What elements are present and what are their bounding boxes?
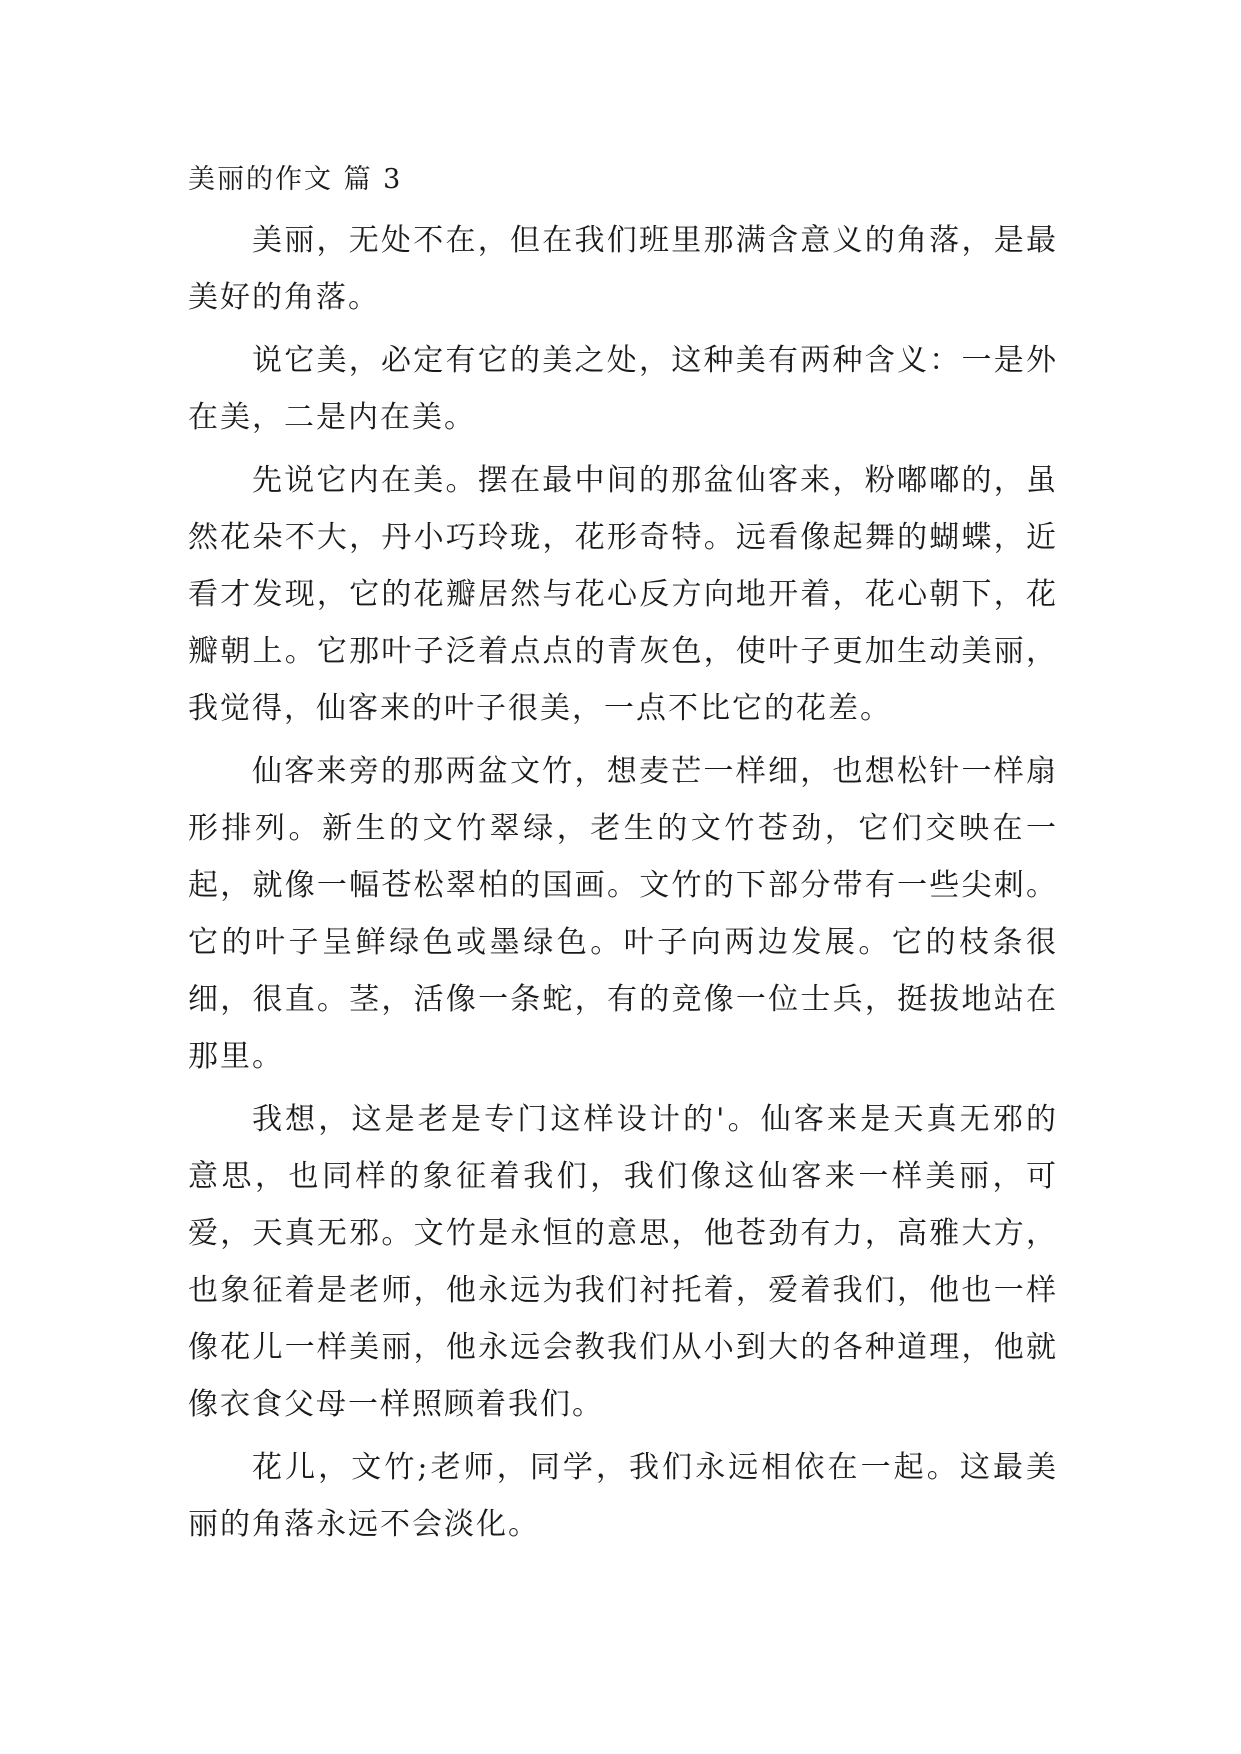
paragraph-3: 先说它内在美。摆在最中间的那盆仙客来，粉嘟嘟的，虽然花朵不大，丹小巧玲珑，花形奇特。远看像起舞的蝴蝶，近看才发现，它的花瓣居然与花心反方向地开着，花心朝下，花瓣朝上。它那叶子泛着点点的青灰色，使叶子更加生动美丽，我觉得，仙客来的叶子很美，一点不比它的花差。 xyxy=(188,463,1058,726)
paragraph-2: 说它美，必定有它的美之处，这种美有两种含义：一是外在美，二是内在美。 xyxy=(188,343,1058,435)
paragraph-1: 美丽，无处不在，但在我们班里那满含意义的角落，是最美好的角落。 xyxy=(188,223,1058,315)
paragraph-6: 花儿，文竹;老师，同学，我们永远相依在一起。这最美丽的角落永远不会淡化。 xyxy=(188,1450,1058,1542)
document-page xyxy=(188,160,1058,1559)
paragraph-4: 仙客来旁的那两盆文竹，想麦芒一样细，也想松针一样扇形排列。新生的文竹翠绿，老生的文竹苍劲，它们交映在一起，就像一幅苍松翠柏的国画。文竹的下部分带有一些尖刺。它的叶子呈鲜绿色或墨绿色。叶子向两边发展。它的枝条很细，很直。茎，活像一条蛇，有的竞像一位士兵，挺拔地站在那里。 xyxy=(188,754,1058,1074)
document-title: 美丽的作文 篇 3 xyxy=(188,164,403,195)
paragraph-5: 我想，这是老是专门这样设计的'。仙客来是天真无邪的意思，也同样的象征着我们，我们像这仙客来一样美丽，可爱，天真无邪。文竹是永恒的意思，他苍劲有力，高雅大方，也象征着是老师，他永远为我们衬托着，爱着我们，他也一样像花儿一样美丽，他永远会教我们从小到大的各种道理，他就像衣食父母一样照顾着我们。 xyxy=(188,1102,1058,1422)
